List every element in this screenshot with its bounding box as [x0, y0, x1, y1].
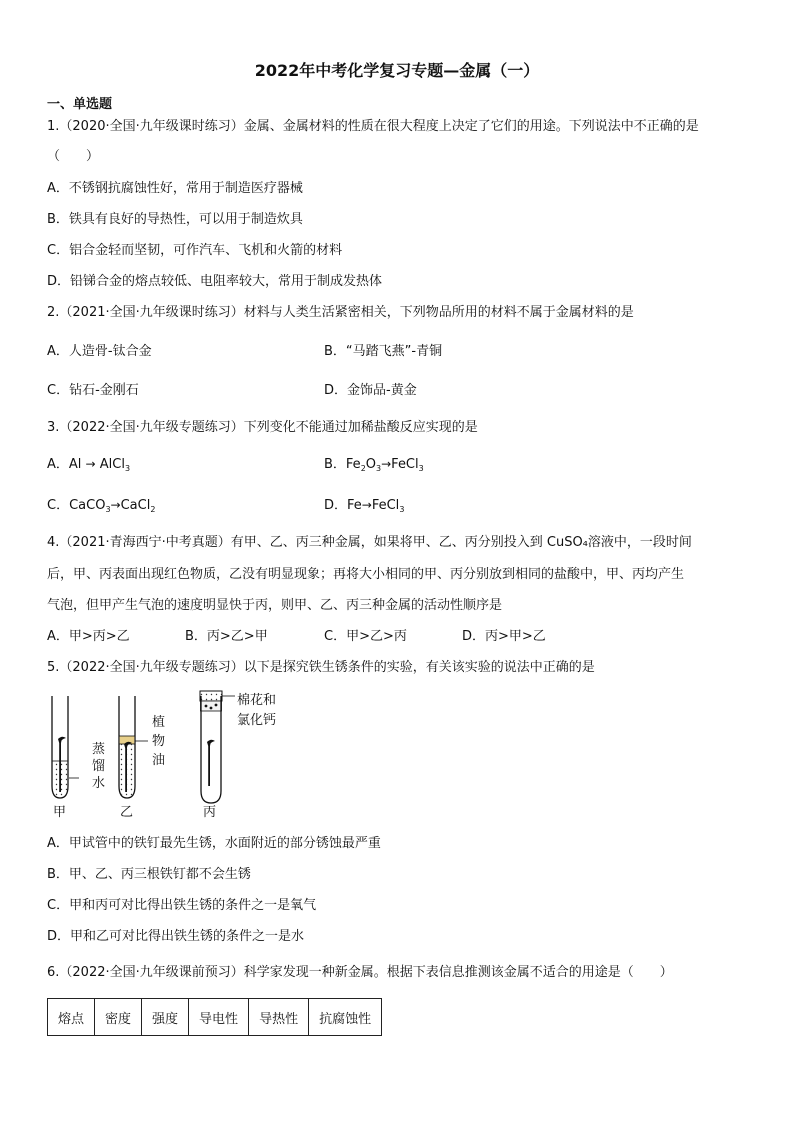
q4-stem-line3: 气泡，但甲产生气泡的速度明显快于丙，则甲、乙、丙三种金属的活动性顺序是	[47, 598, 503, 613]
q3-option-b: B．$Fe_2O_3\to FeCl_3$	[324, 457, 424, 473]
q1-stem-line2: （ ）	[47, 149, 100, 164]
label-tube-bing: 丙	[203, 805, 217, 820]
q5-stem: 5.（2022·全国·九年级专题练习）以下是探究铁生锈条件的实验，有关该实验的说法中正确的是	[47, 660, 595, 675]
q5-option-c: C．甲和丙可对比得出铁生锈的条件之一是氧气	[47, 898, 317, 913]
q2-stem: 2.（2021·全国·九年级课时练习）材料与人类生活紧密相关，下列物品所用的材料不属于金属材料的是	[47, 305, 634, 320]
label-oil-1: 植	[152, 715, 166, 730]
label-cotton-2: 氯化钙	[237, 713, 277, 728]
q6-stem: 6.（2022·全国·九年级课前预习）科学家发现一种新金属。根据下表信息推测该金属不适合的用途是（ ）	[47, 965, 673, 980]
label-tube-jia: 甲	[53, 805, 67, 820]
test-tube-yi	[119, 696, 135, 798]
q5-option-a: A．甲试管中的铁钉最先生锈，水面附近的部分锈蚀最严重	[47, 836, 381, 851]
q4-stem-line1: 4.（2021·青海西宁·中考真题）有甲、乙、丙三种金属，如果将甲、乙、丙分别投入到 CuSO₄溶液中，一段时间	[47, 535, 692, 550]
label-oil-3: 油	[152, 753, 166, 768]
q1-option-b: B．铁具有良好的导热性，可以用于制造炊具	[47, 212, 303, 227]
q2-option-c: C．钻石-金刚石	[47, 383, 139, 398]
q3-option-a: A．Al → AlCl$_3$	[47, 457, 131, 473]
q2-option-a: A．人造骨-钛合金	[47, 344, 152, 359]
metal-properties-table	[47, 998, 382, 1036]
test-tube-bing	[200, 691, 222, 803]
q4-option-d: D．丙>甲>乙	[462, 629, 546, 644]
q4-stem-line2: 后，甲、丙表面出现红色物质，乙没有明显现象；再将大小相同的甲、丙分别放到相同的盐酸中，甲、丙均产生	[47, 567, 685, 582]
test-tube-jia	[52, 696, 68, 798]
q1-option-d: D．铅锑合金的熔点较低、电阻率较大，常用于制成发热体	[47, 274, 383, 289]
label-water-1: 蒸	[92, 742, 106, 757]
label-oil-2: 物	[152, 734, 166, 749]
page-title: 2022年中考化学复习专题—金属（一）	[254, 61, 540, 80]
label-cotton-1: 棉花和	[237, 693, 277, 708]
section-heading: 一、单选题	[47, 97, 113, 112]
q4-option-b: B．丙>乙>甲	[185, 629, 268, 644]
q3-stem: 3.（2022·全国·九年级专题练习）下列变化不能通过加稀盐酸反应实现的是	[47, 420, 478, 435]
rusting-experiment-figure	[45, 688, 305, 823]
q4-option-a: A．甲>丙>乙	[47, 629, 130, 644]
table-cell: 强度	[142, 999, 189, 1036]
label-tube-yi: 乙	[120, 805, 134, 820]
q3-option-d: D．Fe→FeCl$_3$	[324, 498, 405, 514]
q5-option-d: D．甲和乙可对比得出铁生锈的条件之一是水	[47, 929, 305, 944]
table-cell: 导热性	[249, 999, 309, 1036]
table-cell: 导电性	[189, 999, 249, 1036]
label-water-2: 馏	[92, 759, 106, 774]
table-cell: 熔点	[48, 999, 95, 1036]
q2-option-b: B．“马踏飞燕”-青铜	[324, 344, 443, 359]
table-cell: 密度	[95, 999, 142, 1036]
q3-option-c: C．CaCO$_3$→CaCl$_2$	[47, 498, 156, 514]
q5-option-b: B．甲、乙、丙三根铁钉都不会生锈	[47, 867, 251, 882]
table-row	[48, 999, 382, 1036]
label-water-3: 水	[92, 776, 106, 791]
q4-option-c: C．甲>乙>丙	[324, 629, 407, 644]
q1-option-a: A．不锈钢抗腐蚀性好，常用于制造医疗器械	[47, 181, 303, 196]
q1-stem-line1: 1.（2020·全国·九年级课时练习）金属、金属材料的性质在很大程度上决定了它们的用途。下列说法中不正确的是	[47, 119, 699, 134]
table-cell: 抗腐蚀性	[309, 999, 382, 1036]
q2-option-d: D．金饰品-黄金	[324, 383, 417, 398]
iron-nail-icon	[207, 740, 215, 786]
q1-option-c: C．铝合金轻而坚韧，可作汽车、飞机和火箭的材料	[47, 243, 343, 258]
